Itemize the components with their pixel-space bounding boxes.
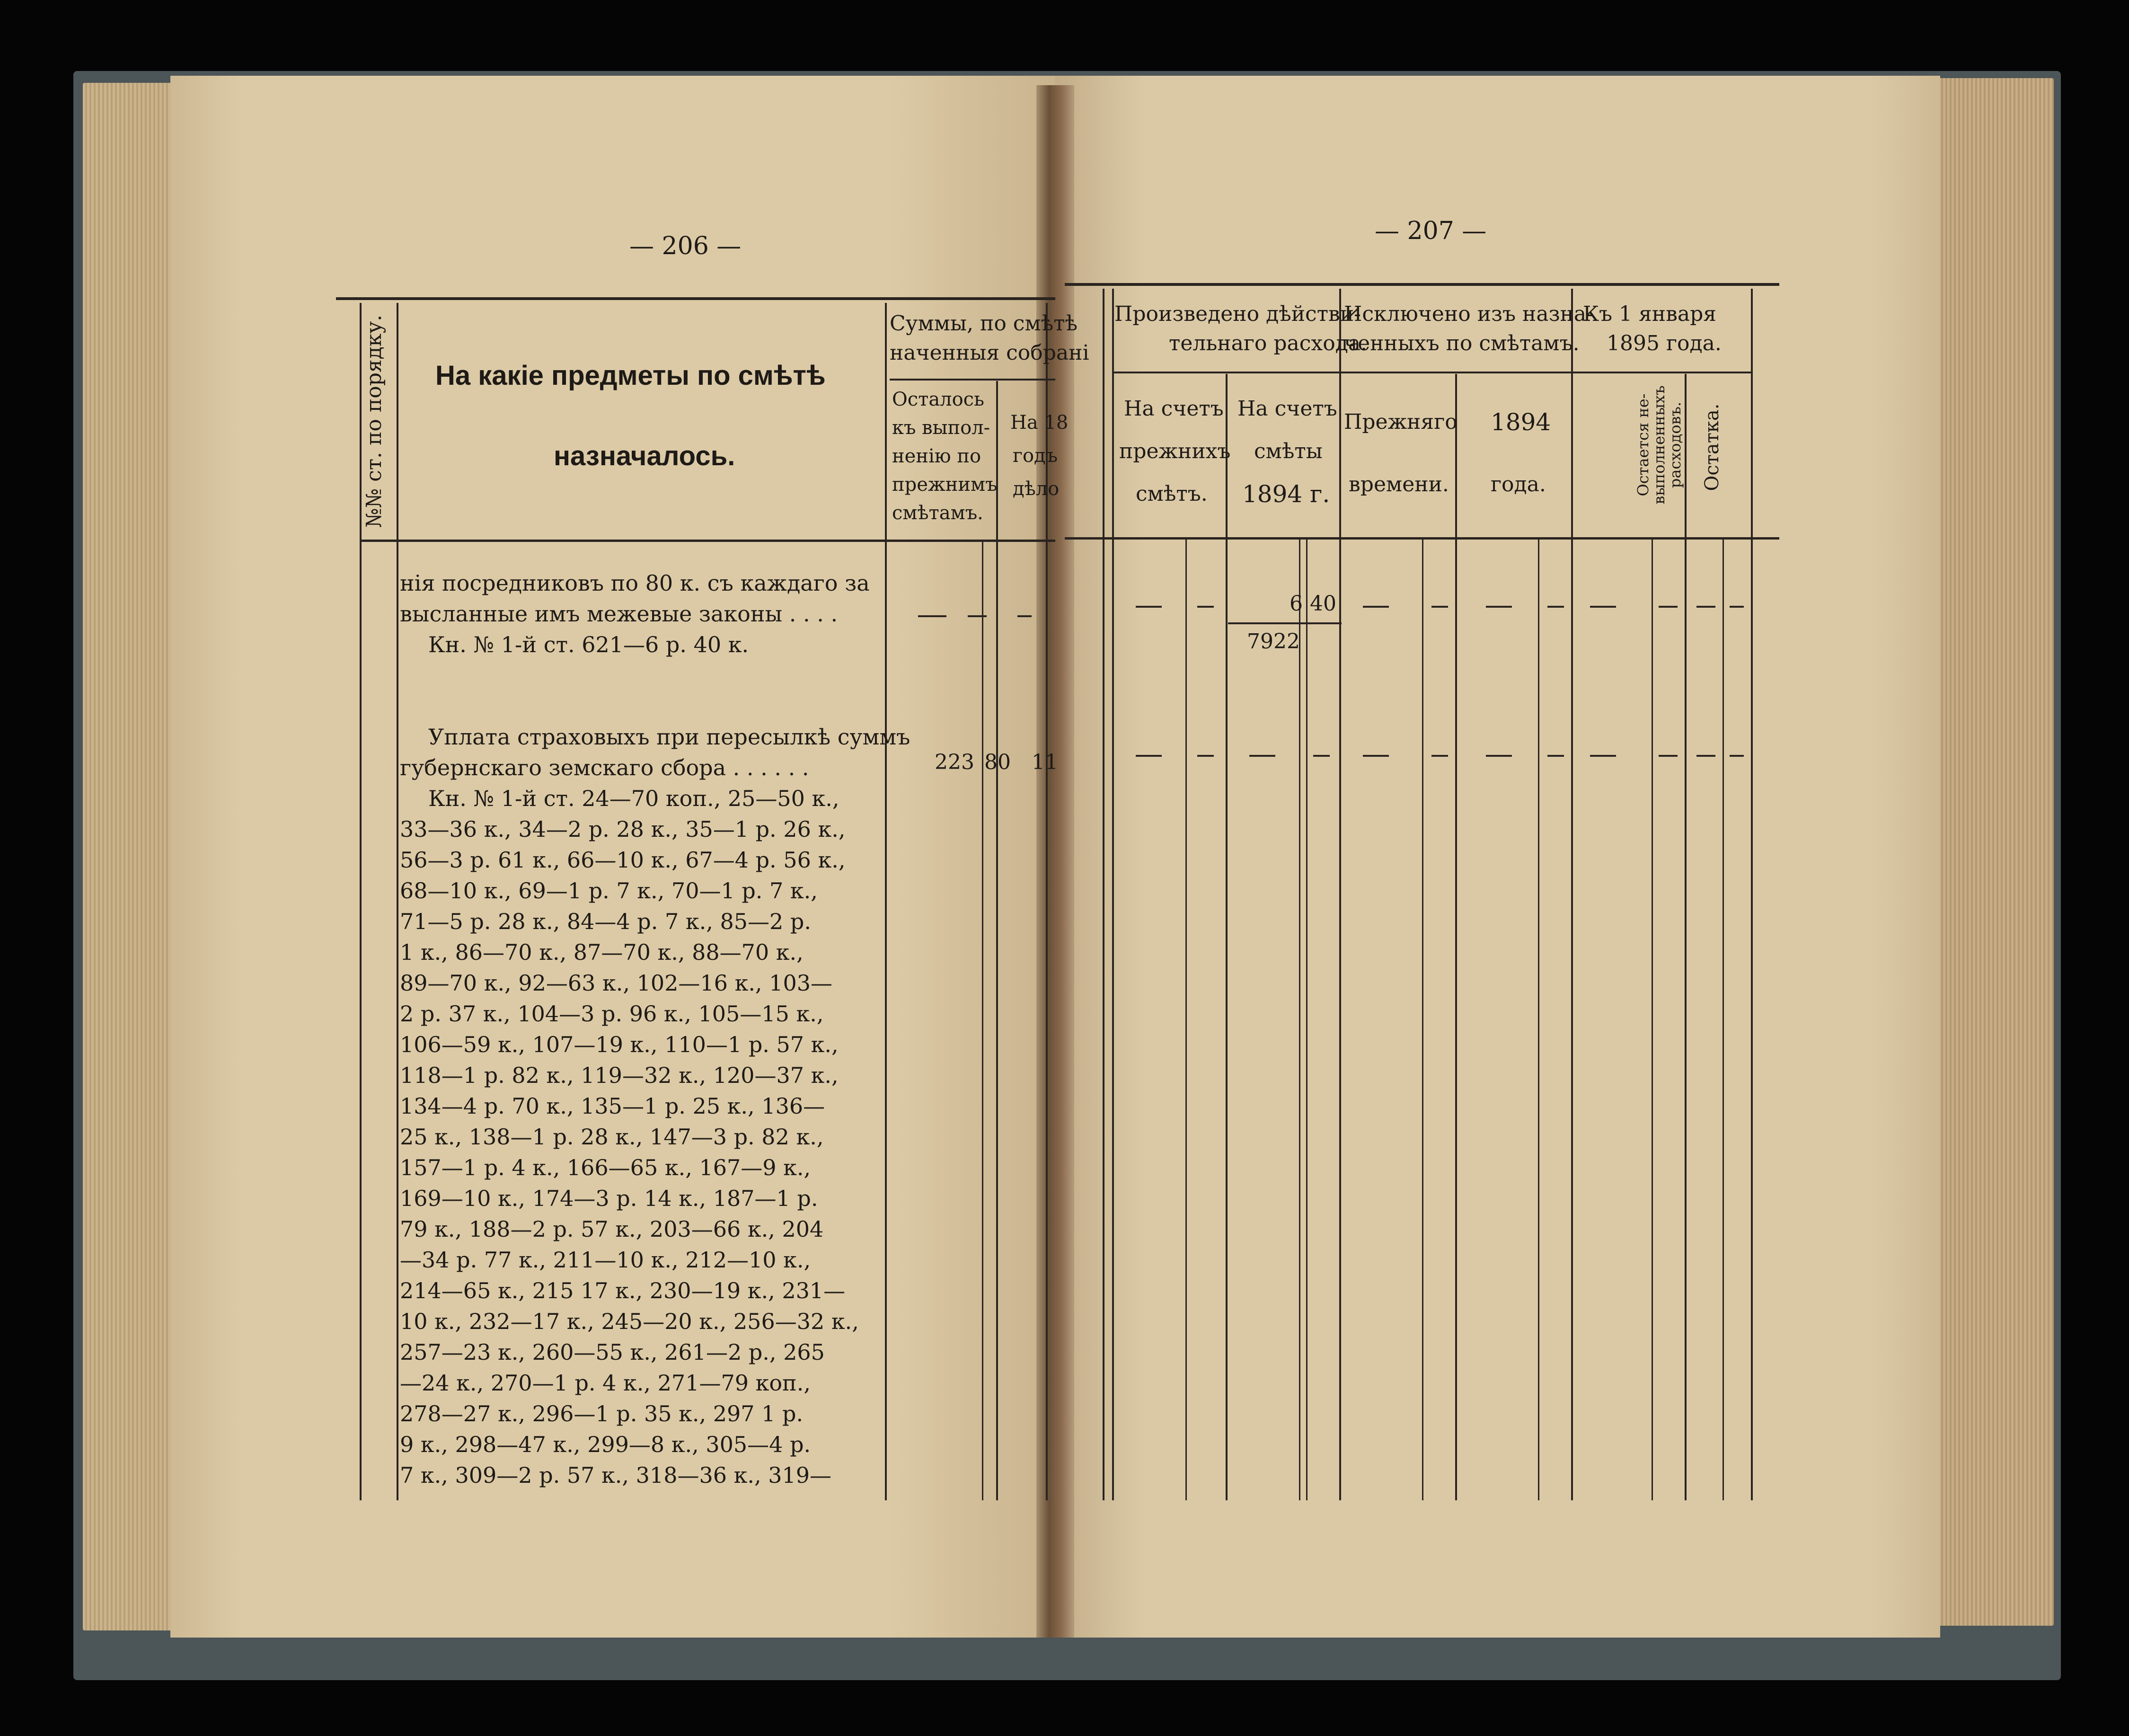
col-line-r-end (1751, 289, 1753, 1500)
col-line-unfulfilled (1685, 374, 1687, 1500)
text-line: 71—5 р. 28 к., 84—4 р. 7 к., 85—2 р. (400, 909, 811, 934)
title-line-1: На какіе предметы по смѣтѣ (435, 360, 826, 391)
empty-value-dash (1136, 606, 1162, 608)
empty-value-dash (1486, 606, 1512, 608)
text-line: 25 к., 138—1 р. 28 к., 147—3 р. 82 к., (400, 1124, 824, 1150)
empty-value-dash (1363, 606, 1389, 608)
empty-value-dash (1363, 755, 1389, 757)
title-line-2: назначалось. (554, 441, 735, 471)
empty-value-dash (1017, 615, 1032, 617)
remaining-header-4: прежнимъ (892, 474, 998, 496)
kop-col-line (1299, 540, 1300, 1500)
empty-value-dash (1730, 755, 1744, 757)
empty-value-dash (918, 615, 946, 617)
kop-col-line (1652, 540, 1653, 1500)
produced-header-2: тельнаго расхода. (1169, 331, 1368, 355)
empty-value-dash (1136, 755, 1162, 757)
empty-value-dash (1197, 755, 1214, 757)
text-line: Кн. № 1-й ст. 24—70 коп., 25—50 к., (428, 786, 839, 811)
balance-header: Остатка. (1701, 403, 1723, 491)
col-line-r-partial (1103, 289, 1104, 1500)
text-line: 257—23 к., 260—55 к., 261—2 р., 265 (400, 1339, 825, 1365)
unfulfilled-header-1: Остается не- (1634, 393, 1652, 496)
est-1894-header-1: На счетъ (1237, 397, 1337, 421)
text-line: 9 к., 298—47 к., 299—8 к., 305—4 р. (400, 1432, 811, 1457)
empty-value-dash (1590, 755, 1616, 757)
col-line-year (996, 381, 998, 1500)
jan-header-2: 1895 года. (1607, 331, 1722, 355)
prev-estimates-header-2: прежнихъ (1119, 439, 1231, 463)
text-line: 214—65 к., 215 17 к., 230—19 к., 231— (400, 1278, 846, 1303)
year-header-1: На 18 (1010, 412, 1069, 434)
empty-value-dash (1696, 755, 1715, 757)
text-line: высланные имъ межевые законы . . . . (400, 601, 838, 627)
year-header-2: годъ (1013, 445, 1058, 467)
text-line: 278—27 к., 296—1 р. 35 к., 297 1 р. (400, 1401, 804, 1426)
empty-value-dash (1547, 755, 1564, 757)
empty-value-dash (1313, 755, 1330, 757)
insurance-next-column-value: 11 (1032, 750, 1058, 774)
text-line: 56—3 р. 61 к., 66—10 к., 67—4 р. 56 к., (400, 847, 846, 873)
insurance-rubles: 223 (935, 750, 974, 774)
col-line-kop-a (982, 542, 983, 1500)
sums-header-2: наченныя собрані (890, 341, 1089, 365)
insurance-kopecks: 80 (984, 750, 1011, 774)
text-line: 79 к., 188—2 р. 57 к., 203—66 к., 204 (400, 1216, 824, 1242)
row1-rubles: 6 (1290, 592, 1303, 616)
text-line: 157—1 р. 4 к., 166—65 к., 167—9 к., (400, 1155, 811, 1180)
right-page-edges (1926, 78, 2054, 1626)
year-1894-header-2: года. (1491, 472, 1546, 496)
empty-value-dash (1730, 606, 1744, 608)
sums-header-1: Суммы, по смѣтѣ (890, 311, 1078, 336)
subtotal-rule (1228, 622, 1342, 624)
text-line: 106—59 к., 107—19 к., 110—1 р. 57 к., (400, 1032, 839, 1057)
former-time-header-2: времени. (1349, 472, 1449, 496)
empty-value-dash (1431, 606, 1448, 608)
produced-header-1: Произведено дѣйстви- (1114, 302, 1361, 326)
row1-kopecks: 40 (1310, 592, 1336, 616)
empty-value-dash (1431, 755, 1448, 757)
page-number-left: — 206 — (629, 232, 742, 260)
kop-col-line (1306, 540, 1307, 1500)
header-bottom-rule (360, 540, 1055, 542)
unfulfilled-header-3: расходовъ. (1666, 401, 1684, 488)
text-line: губернскаго земскаго сбора . . . . . . (400, 755, 809, 780)
col-line-sums (885, 303, 887, 1500)
empty-value-dash (1486, 755, 1512, 757)
empty-value-dash (1659, 755, 1678, 757)
excluded-header-2: ченныхъ по смѣтамъ. (1344, 331, 1580, 355)
est-1894-header-2: смѣты (1254, 439, 1323, 463)
remaining-header-3: ненію по (892, 445, 981, 467)
kop-col-line (1422, 540, 1423, 1500)
remaining-header-2: къ выпол- (892, 417, 990, 439)
col-line-r-start (1112, 289, 1114, 1500)
row-number-column-header: №№ ст. по порядку. (362, 314, 386, 528)
kop-col-line (1185, 540, 1187, 1500)
prev-estimates-header-1: На счетъ (1124, 397, 1224, 421)
text-line: 169—10 к., 174—3 р. 14 к., 187—1 р. (400, 1186, 818, 1211)
empty-value-dash (1696, 606, 1715, 608)
col-line-num (397, 303, 398, 1500)
subheader-rule-right (1112, 372, 1751, 373)
excluded-header-1: Исключено изъ назна- (1344, 302, 1593, 326)
col-line-prev (1226, 374, 1228, 1500)
empty-value-dash (1249, 755, 1275, 757)
text-line: 10 к., 232—17 к., 245—20 к., 256—32 к., (400, 1309, 859, 1334)
remaining-header-1: Осталось (892, 389, 984, 410)
empty-value-dash (1197, 606, 1214, 608)
table-top-rule (336, 297, 1055, 300)
text-line: —34 р. 77 к., 211—10 к., 212—10 к., (400, 1247, 811, 1273)
empty-value-dash (1659, 606, 1678, 608)
left-page-edges (83, 83, 177, 1630)
text-line: 1 к., 86—70 к., 87—70 к., 88—70 к., (400, 939, 804, 965)
col-line-r-produced (1339, 289, 1341, 1500)
unfulfilled-header-2: выполненныхъ (1650, 385, 1668, 505)
col-line-former (1455, 374, 1457, 1500)
empty-value-dash (1590, 606, 1616, 608)
year-header-3: дѣло (1013, 478, 1060, 500)
text-line: Уплата страховыхъ при пересылкѣ суммъ (428, 724, 910, 750)
prev-estimates-header-3: смѣтъ. (1136, 482, 1208, 506)
text-line: 89—70 к., 92—63 к., 102—16 к., 103— (400, 970, 832, 996)
sums-subheader-rule (890, 379, 1055, 381)
col-line-left (360, 303, 362, 1500)
text-line: —24 к., 270—1 р. 4 к., 271—79 коп., (400, 1370, 811, 1396)
text-line: 134—4 р. 70 к., 135—1 р. 25 к., 136— (400, 1093, 825, 1119)
remaining-header-5: смѣтамъ. (892, 502, 983, 524)
subtotal-value: 7922 (1247, 629, 1300, 654)
text-line: 7 к., 309—2 р. 57 к., 318—36 к., 319— (400, 1462, 832, 1488)
text-line: нія посредниковъ по 80 к. съ каждаго за (400, 570, 870, 596)
year-1894-header-1: 1894 (1491, 408, 1551, 436)
col-line-r-excluded (1571, 289, 1573, 1500)
text-line: 68—10 к., 69—1 р. 7 к., 70—1 р. 7 к., (400, 878, 818, 903)
text-line: 2 р. 37 к., 104—3 р. 96 к., 105—15 к., (400, 1001, 824, 1027)
kop-col-line (1538, 540, 1539, 1500)
empty-value-dash (968, 615, 987, 617)
kop-col-line (1723, 540, 1724, 1500)
jan-header-1: Къ 1 января (1583, 302, 1717, 326)
page-number-right: — 207 — (1375, 217, 1487, 245)
table-top-rule-right (1065, 283, 1779, 286)
text-line: 118—1 р. 82 к., 119—32 к., 120—37 к., (400, 1063, 839, 1088)
text-line: 33—36 к., 34—2 р. 28 к., 35—1 р. 26 к., (400, 816, 846, 842)
text-line: Кн. № 1-й ст. 621—6 р. 40 к. (428, 632, 749, 657)
empty-value-dash (1547, 606, 1564, 608)
est-1894-header-3: 1894 г. (1242, 480, 1330, 508)
former-time-header-1: Прежняго (1344, 410, 1458, 434)
